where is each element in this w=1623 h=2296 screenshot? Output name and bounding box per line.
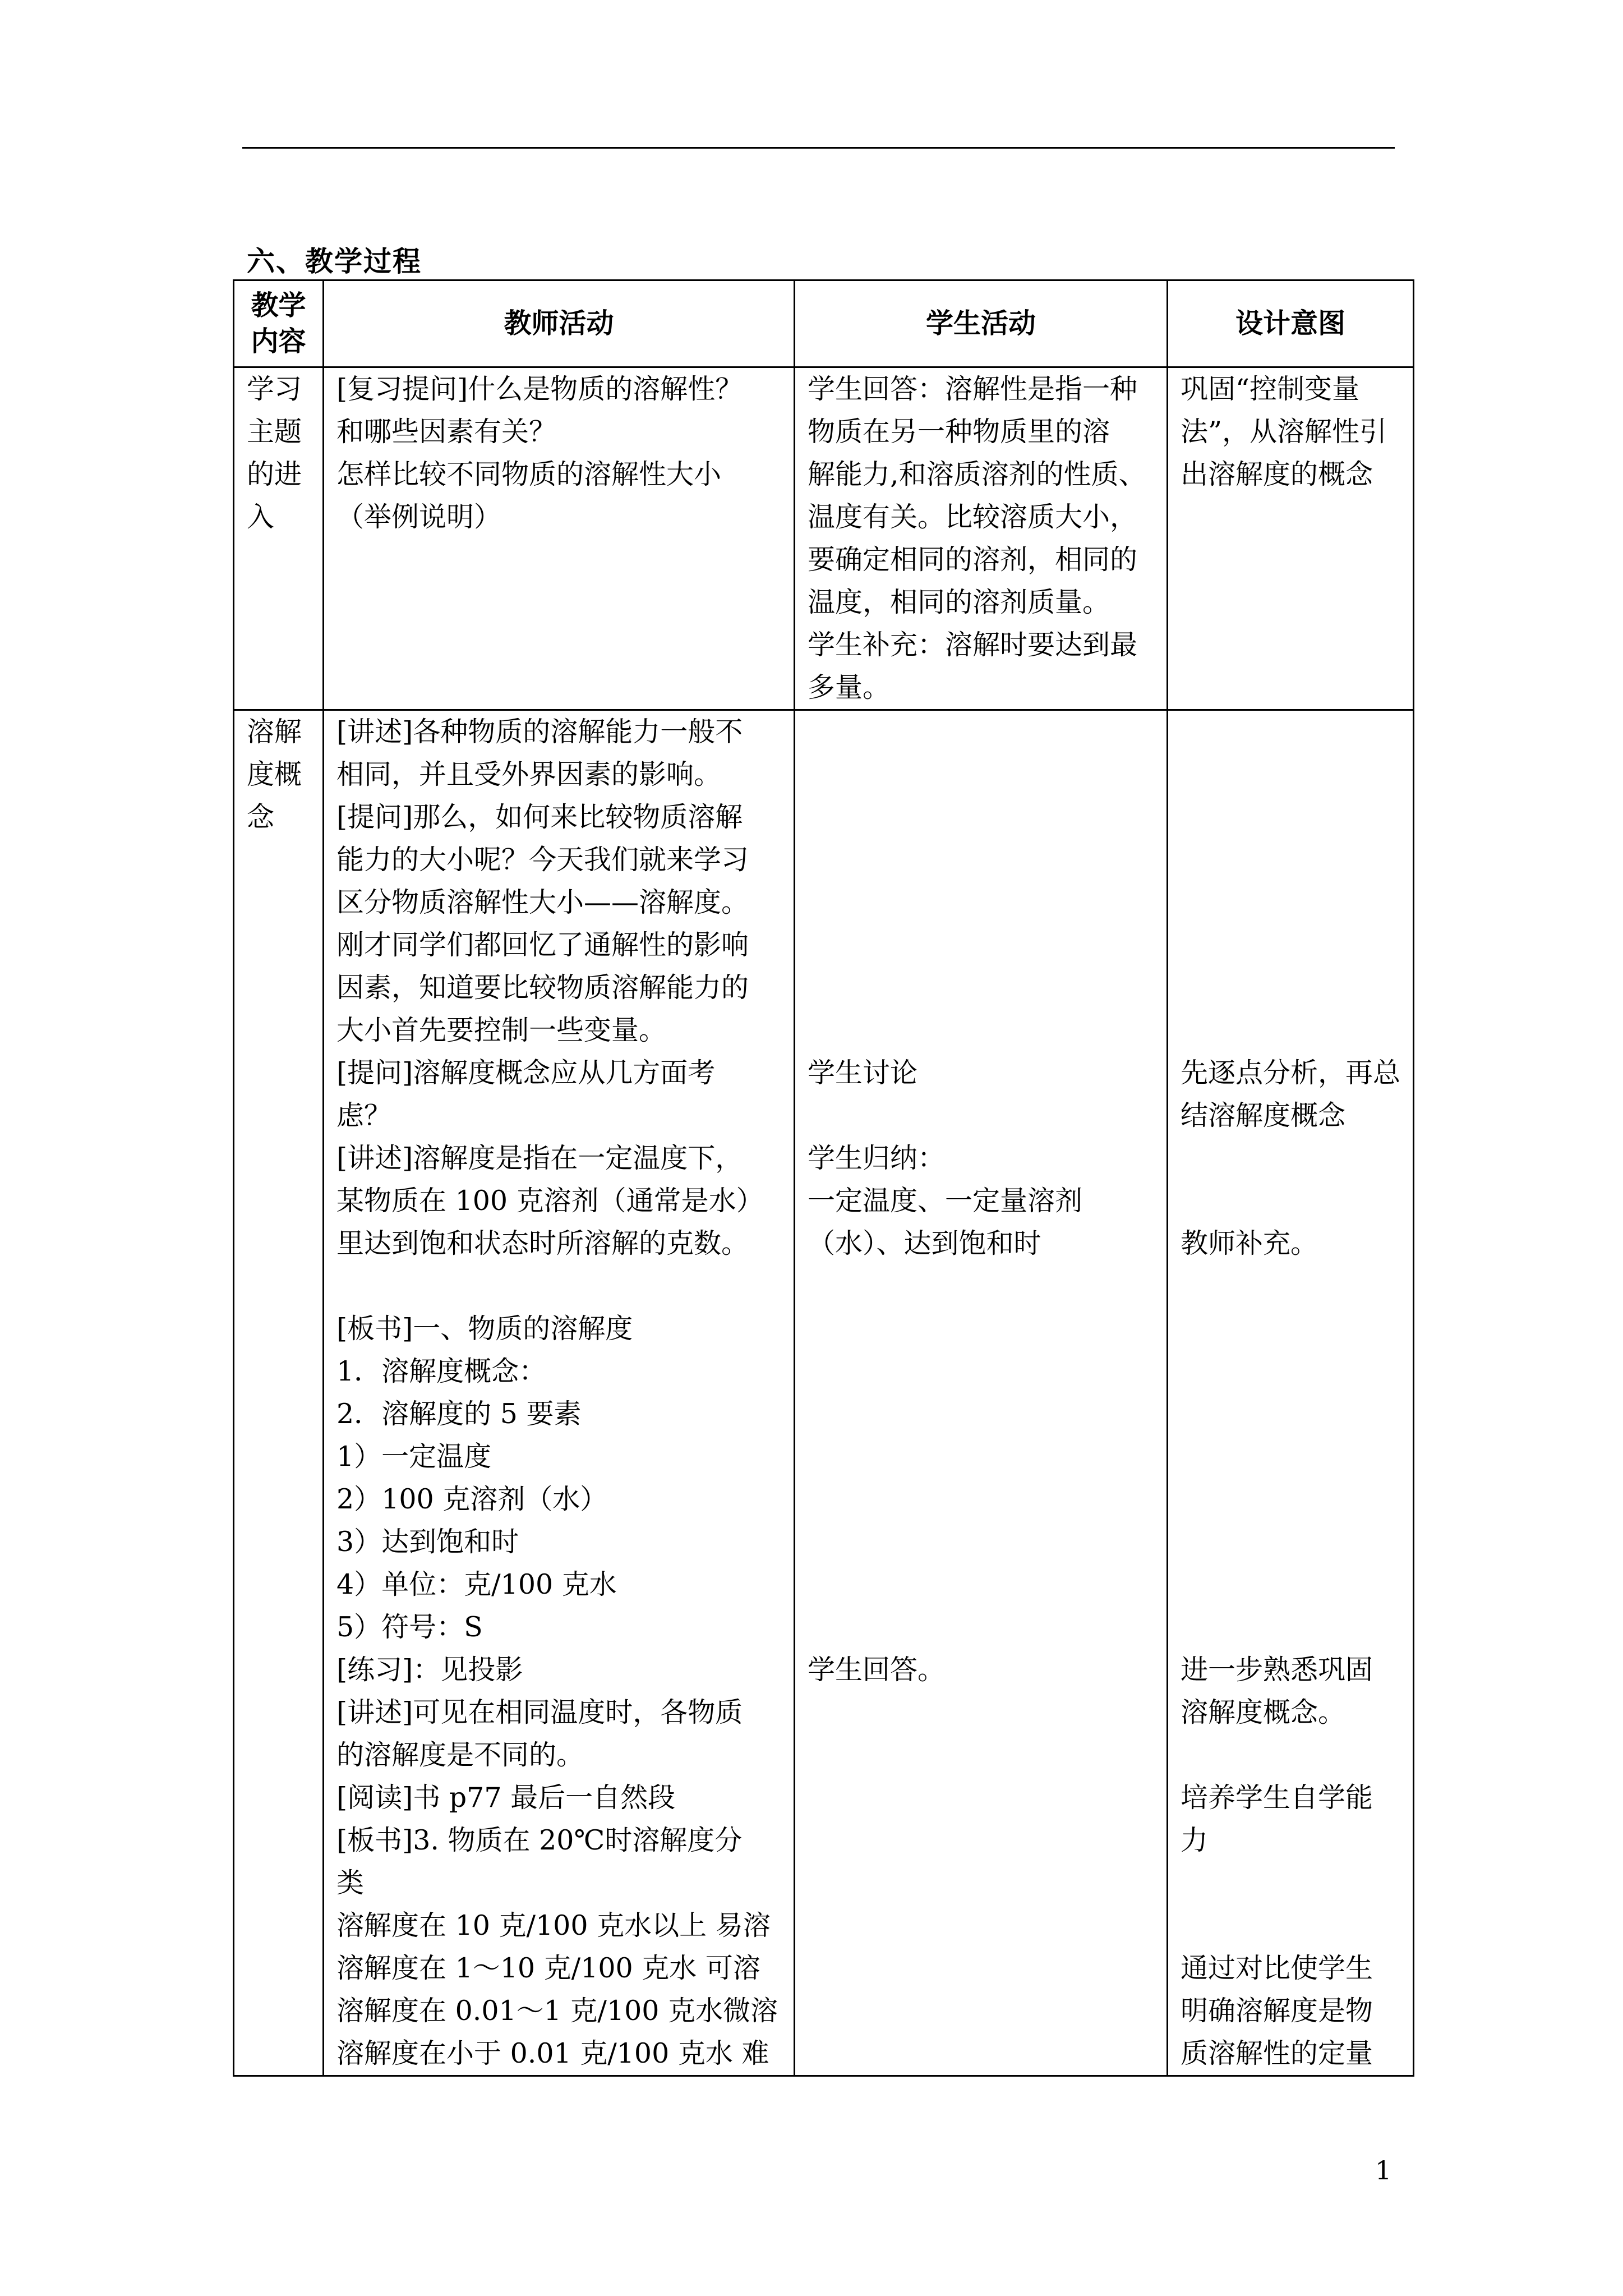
table-header-row <box>234 280 1414 367</box>
cell-line: 要确定相同的溶剂，相同的 <box>808 544 1138 576</box>
cell-line: 学生回答。 <box>808 1654 946 1686</box>
cell-line: 明确溶解度是物 <box>1181 1995 1373 2027</box>
header-student-activity: 学生活动 <box>795 280 1168 367</box>
cell-line: 3）达到饱和时 <box>336 1526 519 1558</box>
cell-line: 温度，相同的溶剂质量。 <box>808 586 1110 618</box>
cell-line <box>1181 881 1400 924</box>
cell-line <box>1181 1350 1400 1393</box>
cell-line <box>808 1265 1154 1308</box>
cell-line: 培养学生自学能 <box>1181 1782 1373 1814</box>
cell-line: 进一步熟悉巩固 <box>1181 1654 1373 1686</box>
cell-line <box>808 1393 1154 1435</box>
cell-line: 溶解 <box>247 716 302 748</box>
cell-line: 某物质在 100 克溶剂（通常是水） <box>336 1185 764 1217</box>
cell-line <box>808 753 1154 796</box>
table-row <box>234 367 1414 710</box>
cell-line: 4）单位：克/100 克水 <box>336 1568 617 1600</box>
cell-line: 类 <box>336 1867 365 1899</box>
cell-line: 质溶解性的定量 <box>1181 2037 1373 2069</box>
cell-line <box>1181 1904 1400 1947</box>
cell-line: [练习]：见投影 <box>336 1654 523 1686</box>
row1-student-activity <box>795 367 1168 710</box>
cell-line: 出溶解度的概念 <box>1181 458 1373 490</box>
header-rule <box>242 147 1395 149</box>
cell-line <box>1181 1521 1400 1563</box>
cell-line: 1）一定温度 <box>336 1441 492 1473</box>
cell-line: 解能力,和溶质溶剂的性质、 <box>808 458 1146 490</box>
section-title: 六、教学过程 <box>247 245 422 278</box>
cell-line <box>808 711 1154 753</box>
row2-student-activity <box>795 710 1168 2076</box>
cell-line <box>1181 1009 1400 1052</box>
cell-line <box>808 967 1154 1009</box>
cell-line: 学生补充：溶解时要达到最 <box>808 629 1138 661</box>
cell-line: 5）符号：S <box>336 1611 483 1643</box>
cell-line <box>1181 839 1400 881</box>
cell-line: [提问]那么，如何来比较物质溶解 <box>336 801 743 833</box>
cell-line: 2）100 克溶剂（水） <box>336 1483 608 1515</box>
cell-line: 先逐点分析，再总 <box>1181 1057 1401 1089</box>
cell-line: 区分物质溶解性大小——溶解度。 <box>336 886 749 918</box>
cell-line <box>808 924 1154 967</box>
cell-line: 1．溶解度概念： <box>336 1355 547 1387</box>
cell-line: [板书]一、物质的溶解度 <box>336 1313 633 1345</box>
cell-line <box>808 881 1154 924</box>
page-number: 1 <box>1375 2155 1392 2185</box>
cell-line <box>808 839 1154 881</box>
cell-line: [讲述]溶解度是指在一定温度下， <box>336 1142 743 1174</box>
cell-line <box>1181 1308 1400 1350</box>
cell-line <box>1181 1563 1400 1606</box>
cell-line <box>1181 1862 1400 1904</box>
cell-line: 物质在另一种物质里的溶 <box>808 416 1110 448</box>
cell-line <box>1181 1478 1400 1521</box>
cell-line: 力 <box>1181 1824 1209 1856</box>
cell-line <box>808 1478 1154 1521</box>
cell-line: 学生回答：溶解性是指一种 <box>808 373 1138 405</box>
cell-line: [讲述]各种物质的溶解能力一般不 <box>336 716 743 748</box>
cell-line: 里达到饱和状态时所溶解的克数。 <box>336 1227 749 1259</box>
cell-line <box>336 1265 781 1308</box>
cell-line: 溶解度在 0.01～1 克/100 克水微溶 <box>336 1995 778 2027</box>
cell-line: 主题 <box>247 416 302 448</box>
cell-line <box>1181 1435 1400 1478</box>
header-teaching-content: 教学 内容 <box>234 280 324 367</box>
row1-design-intent <box>1168 367 1414 710</box>
cell-line: 度概 <box>247 758 302 790</box>
row2-design-intent <box>1168 710 1414 2076</box>
cell-line <box>1181 1393 1400 1435</box>
cell-line: （水）、达到饱和时 <box>808 1227 1041 1259</box>
cell-line: 虑？ <box>336 1099 392 1131</box>
cell-line: 学生归纳： <box>808 1142 946 1174</box>
cell-line <box>808 1606 1154 1649</box>
cell-line: [讲述]可见在相同温度时，各物质 <box>336 1696 743 1728</box>
cell-line: 巩固“控制变量 <box>1181 373 1360 405</box>
cell-line: 怎样比较不同物质的溶解性大小 <box>336 458 722 490</box>
cell-line: （举例说明） <box>336 501 502 533</box>
cell-line <box>1181 1180 1400 1222</box>
cell-line <box>1181 1137 1400 1180</box>
cell-line <box>808 1563 1154 1606</box>
cell-line: 教师补充。 <box>1181 1227 1318 1259</box>
cell-line: 法”，从溶解性引 <box>1181 416 1387 448</box>
cell-line: 溶解度在 10 克/100 克水以上 易溶 <box>336 1910 771 1941</box>
cell-line: 通过对比使学生 <box>1181 1952 1373 1984</box>
cell-line: 入 <box>247 501 275 533</box>
header-design-intent: 设计意图 <box>1168 280 1414 367</box>
cell-line: 的进 <box>247 458 302 490</box>
cell-line: 能力的大小呢？今天我们就来学习 <box>336 844 749 876</box>
cell-line: 念 <box>247 801 275 833</box>
cell-line: [阅读]书 p77 最后一自然段 <box>336 1782 676 1814</box>
cell-line: [复习提问]什么是物质的溶解性？ <box>336 373 743 405</box>
row2-topic <box>234 710 324 2076</box>
cell-line <box>1181 796 1400 839</box>
cell-line <box>1181 1606 1400 1649</box>
cell-line <box>808 1308 1154 1350</box>
cell-line <box>1181 753 1400 796</box>
cell-line: 结溶解度概念 <box>1181 1099 1346 1131</box>
cell-line: 学生讨论 <box>808 1057 918 1089</box>
cell-line <box>808 1350 1154 1393</box>
cell-line <box>808 796 1154 839</box>
cell-line: 刚才同学们都回忆了通解性的影响 <box>336 929 749 961</box>
cell-line <box>808 1094 1154 1137</box>
cell-line: 大小首先要控制一些变量。 <box>336 1014 667 1046</box>
cell-line <box>808 1521 1154 1563</box>
cell-line: 溶解度在 1～10 克/100 克水 可溶 <box>336 1952 760 1984</box>
cell-line <box>1181 967 1400 1009</box>
cell-line <box>808 1009 1154 1052</box>
cell-line <box>1181 1265 1400 1308</box>
cell-line: 一定温度、一定量溶剂 <box>808 1185 1083 1217</box>
row1-topic <box>234 367 324 710</box>
cell-line: 相同，并且受外界因素的影响。 <box>336 758 722 790</box>
row1-teacher-activity <box>324 367 795 710</box>
cell-line: 溶解度在小于 0.01 克/100 克水 难 <box>336 2037 769 2069</box>
header-teacher-activity: 教师活动 <box>324 280 795 367</box>
row2-teacher-activity <box>324 710 795 2076</box>
cell-line: 因素，知道要比较物质溶解能力的 <box>336 972 749 1004</box>
cell-line: 多量。 <box>808 671 891 703</box>
cell-line: 和哪些因素有关？ <box>336 416 557 448</box>
cell-line <box>1181 1734 1400 1777</box>
cell-line: 溶解度概念。 <box>1181 1696 1346 1728</box>
table-row <box>234 710 1414 2076</box>
cell-line <box>1181 924 1400 967</box>
cell-line: [板书]3. 物质在 20℃时溶解度分 <box>336 1824 743 1856</box>
cell-line <box>1181 711 1400 753</box>
cell-line: [提问]溶解度概念应从几方面考 <box>336 1057 716 1089</box>
cell-line: 温度有关。比较溶质大小， <box>808 501 1138 533</box>
cell-line: 学习 <box>247 373 302 405</box>
cell-line: 的溶解度是不同的。 <box>336 1739 584 1771</box>
teaching-process-table <box>233 279 1414 2077</box>
cell-line <box>808 1435 1154 1478</box>
cell-line: 2．溶解度的 5 要素 <box>336 1398 582 1430</box>
